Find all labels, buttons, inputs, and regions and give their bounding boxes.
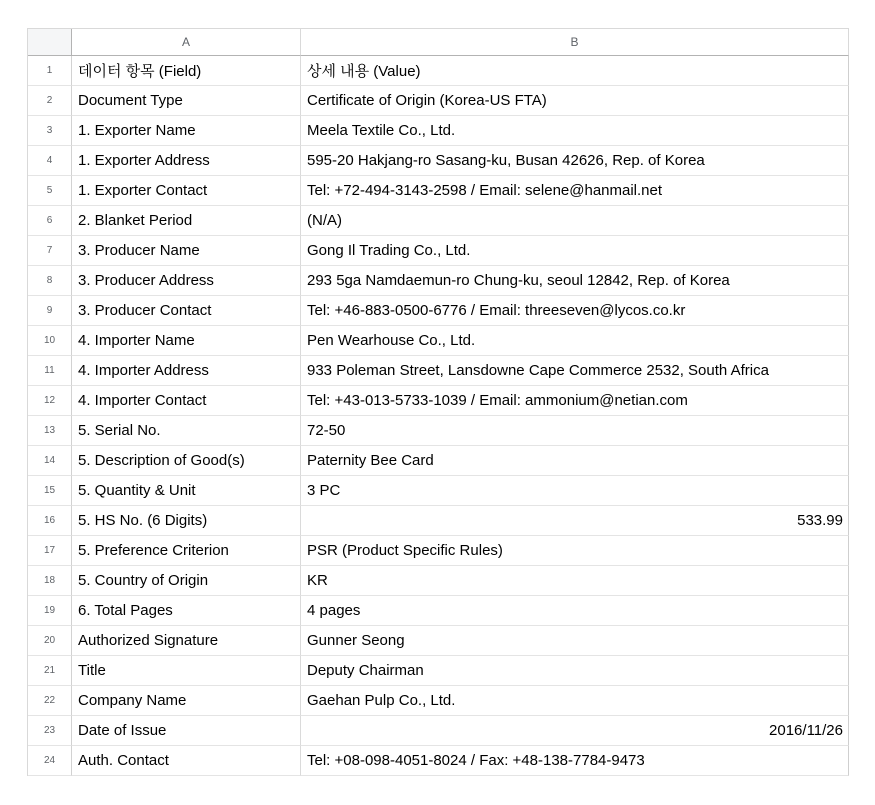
cell-value[interactable]: Tel: +46-883-0500-6776 / Email: threeseven@lycos.co.kr <box>301 296 849 326</box>
cell-value[interactable]: Meela Textile Co., Ltd. <box>301 116 849 146</box>
cell-value[interactable]: Gaehan Pulp Co., Ltd. <box>301 686 849 716</box>
row-header[interactable]: 15 <box>28 476 72 506</box>
cell-field[interactable]: 3. Producer Address <box>72 266 301 296</box>
sheet-row <box>28 56 849 86</box>
cell-value[interactable]: 72-50 <box>301 416 849 446</box>
cell-value[interactable]: Certificate of Origin (Korea-US FTA) <box>301 86 849 116</box>
row-header[interactable]: 14 <box>28 446 72 476</box>
sheet-body <box>28 56 849 776</box>
row-header[interactable]: 6 <box>28 206 72 236</box>
cell-field[interactable]: Authorized Signature <box>72 626 301 656</box>
row-header[interactable]: 9 <box>28 296 72 326</box>
cell-value[interactable]: (N/A) <box>301 206 849 236</box>
row-header[interactable]: 17 <box>28 536 72 566</box>
cell-field[interactable]: 3. Producer Contact <box>72 296 301 326</box>
cell-field[interactable]: Date of Issue <box>72 716 301 746</box>
cell-field[interactable]: Title <box>72 656 301 686</box>
cell-field[interactable]: 1. Exporter Contact <box>72 176 301 206</box>
cell-field[interactable]: 5. Quantity & Unit <box>72 476 301 506</box>
sheet-row <box>28 506 849 536</box>
row-header[interactable]: 13 <box>28 416 72 446</box>
sheet-row <box>28 296 849 326</box>
cell-field[interactable]: 5. Serial No. <box>72 416 301 446</box>
sheet-row <box>28 476 849 506</box>
sheet-row <box>28 686 849 716</box>
cell-field[interactable]: 4. Importer Address <box>72 356 301 386</box>
cell-value[interactable]: 4 pages <box>301 596 849 626</box>
row-header[interactable]: 23 <box>28 716 72 746</box>
cell-field[interactable]: 5. HS No. (6 Digits) <box>72 506 301 536</box>
cell-value[interactable]: Tel: +08-098-4051-8024 / Fax: +48-138-7784-9473 <box>301 746 849 776</box>
sheet-row <box>28 596 849 626</box>
cell-field[interactable]: 5. Country of Origin <box>72 566 301 596</box>
cell-value[interactable]: 2016/11/26 <box>301 716 849 746</box>
sheet-row <box>28 536 849 566</box>
row-header[interactable]: 11 <box>28 356 72 386</box>
row-header[interactable]: 21 <box>28 656 72 686</box>
cell-field[interactable]: 3. Producer Name <box>72 236 301 266</box>
cell-value[interactable]: 293 5ga Namdaemun-ro Chung-ku, seoul 12842, Rep. of Korea <box>301 266 849 296</box>
row-header[interactable]: 20 <box>28 626 72 656</box>
sheet-row <box>28 356 849 386</box>
row-header[interactable]: 7 <box>28 236 72 266</box>
select-all-corner[interactable] <box>28 29 72 56</box>
cell-value[interactable]: Gong Il Trading Co., Ltd. <box>301 236 849 266</box>
spreadsheet-grid <box>27 28 849 776</box>
sheet-row <box>28 656 849 686</box>
sheet-row <box>28 206 849 236</box>
sheet-row <box>28 626 849 656</box>
cell-value[interactable]: PSR (Product Specific Rules) <box>301 536 849 566</box>
cell-value[interactable]: 595-20 Hakjang-ro Sasang-ku, Busan 42626, Rep. of Korea <box>301 146 849 176</box>
cell-value[interactable]: Pen Wearhouse Co., Ltd. <box>301 326 849 356</box>
cell-value[interactable]: 3 PC <box>301 476 849 506</box>
row-header[interactable]: 22 <box>28 686 72 716</box>
sheet-row <box>28 266 849 296</box>
cell-value[interactable]: KR <box>301 566 849 596</box>
cell-value[interactable]: 533.99 <box>301 506 849 536</box>
cell-value[interactable]: Deputy Chairman <box>301 656 849 686</box>
column-header-a[interactable]: A <box>72 29 301 56</box>
cell-field[interactable]: 5. Preference Criterion <box>72 536 301 566</box>
row-header[interactable]: 3 <box>28 116 72 146</box>
row-header[interactable]: 2 <box>28 86 72 116</box>
sheet-row <box>28 86 849 116</box>
cell-field[interactable]: Auth. Contact <box>72 746 301 776</box>
cell-field[interactable]: 데이터 항목 (Field) <box>72 56 301 86</box>
sheet-row <box>28 416 849 446</box>
sheet-row <box>28 386 849 416</box>
row-header[interactable]: 19 <box>28 596 72 626</box>
cell-value[interactable]: 상세 내용 (Value) <box>301 56 849 86</box>
row-header[interactable]: 10 <box>28 326 72 356</box>
cell-field[interactable]: 1. Exporter Name <box>72 116 301 146</box>
cell-field[interactable]: Document Type <box>72 86 301 116</box>
column-header-b[interactable]: B <box>301 29 849 56</box>
sheet-row <box>28 176 849 206</box>
cell-field[interactable]: 4. Importer Contact <box>72 386 301 416</box>
sheet-row <box>28 146 849 176</box>
row-header[interactable]: 16 <box>28 506 72 536</box>
column-header-row <box>28 29 849 56</box>
cell-value[interactable]: Paternity Bee Card <box>301 446 849 476</box>
cell-field[interactable]: 4. Importer Name <box>72 326 301 356</box>
sheet-row <box>28 446 849 476</box>
sheet-row <box>28 716 849 746</box>
row-header[interactable]: 24 <box>28 746 72 776</box>
row-header[interactable]: 18 <box>28 566 72 596</box>
sheet-row <box>28 566 849 596</box>
cell-value[interactable]: Tel: +72-494-3143-2598 / Email: selene@hanmail.net <box>301 176 849 206</box>
cell-value[interactable]: 933 Poleman Street, Lansdowne Cape Commerce 2532, South Africa <box>301 356 849 386</box>
sheet-row <box>28 326 849 356</box>
sheet-row <box>28 116 849 146</box>
cell-field[interactable]: 2. Blanket Period <box>72 206 301 236</box>
row-header[interactable]: 8 <box>28 266 72 296</box>
cell-value[interactable]: Tel: +43-013-5733-1039 / Email: ammonium@netian.com <box>301 386 849 416</box>
cell-field[interactable]: 1. Exporter Address <box>72 146 301 176</box>
sheet-row <box>28 236 849 266</box>
row-header[interactable]: 12 <box>28 386 72 416</box>
cell-field[interactable]: 5. Description of Good(s) <box>72 446 301 476</box>
sheet-row <box>28 746 849 776</box>
row-header[interactable]: 1 <box>28 56 72 86</box>
row-header[interactable]: 4 <box>28 146 72 176</box>
cell-field[interactable]: Company Name <box>72 686 301 716</box>
row-header[interactable]: 5 <box>28 176 72 206</box>
cell-value[interactable]: Gunner Seong <box>301 626 849 656</box>
cell-field[interactable]: 6. Total Pages <box>72 596 301 626</box>
